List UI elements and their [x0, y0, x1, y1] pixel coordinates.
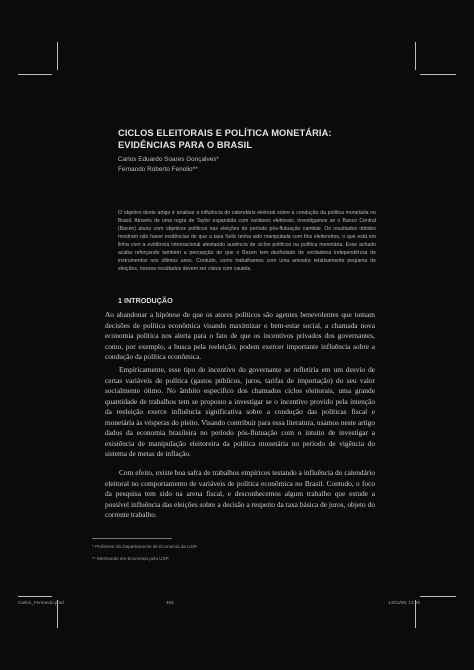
footnote-1: * Professor do Departamento de Economia da USP. [92, 544, 198, 549]
crop-mark-tl-v [57, 42, 58, 70]
paragraph-1: Ao abandonar a hipótese de que os atores políticos são agentes benevolentes que tomam decisões de política econômica visando maximizar o bem-estar social, a chamada nova economia política nos alerta para o fato de que os incentivos privados dos governantes, como, por exemplo, a busca pela reeleição, podem exercer importante influência sobre a condução da política econômica. [105, 310, 375, 362]
crop-mark-tr-h [420, 74, 456, 75]
crop-mark-tr-v [415, 42, 416, 70]
crop-mark-tl-h [18, 74, 52, 75]
article-title: CICLOS ELEITORAIS E POLÍTICA MONETÁRIA: EVIDÊNCIAS PARA O BRASIL [118, 128, 332, 150]
crop-mark-br-h [420, 596, 456, 597]
paragraph-2: Empiricamente, esse tipo de incentivo do governante se refletiria em um desvio de certas variáveis de política (gastos públicos, juros, tarifas de importação) do seu valor socialmente ótimo. No âmbito específico dos chamados ciclos eleitorais, uma grande quantidade de trabalhos tem se proposto a investigar se o incentivo provido pela intenção da reeleição exerce influência significativa sobre a condução das políticas fiscal e monetária às vésperas do pleito. Visando contribuir para essa literatura, usamos neste artigo dados da economia brasileira no período pós-flutuação com o intuito de investigar a existência de manipulação eleitoreira da política monetária no período de vigência do sistema de metas de inflação. [105, 365, 375, 459]
footnote-2: ** Mestrando em Economia pela USP. [92, 556, 170, 561]
author-1: Carlos Eduardo Soares Gonçalves* [118, 156, 219, 163]
footer-filename: Carlos_Fernando.pmd [18, 600, 64, 605]
footer-page: 465 [166, 600, 174, 605]
section-heading: 1 INTRODUÇÃO [118, 296, 173, 305]
author-2: Fernando Roberto Fenolio** [118, 166, 198, 173]
footer-timestamp: 14/01/08, 14:26 [388, 600, 420, 605]
footnote-rule [92, 538, 172, 539]
crop-mark-bl-h [18, 596, 52, 597]
abstract: O objetivo deste artigo é analisar a influência do calendário eleitoral sobre a condução da política monetária no Brasil. Através de uma regra de Taylor expandida com variáveis eleitorais, investigamos se o Banco Central (Bacen) atuou com objetivos políticos nas eleições do período pós-flutuação cambial. Os resultados obtidos mostram não haver evidências de que a taxa Selic tenha sido manipulada com fins eleitoreiros, o que está em linha com a evidência internacional atestando ausência de ciclos políticos na política monetária. Esse achado acaba reforçando também a percepção de que o Bacen tem desfrutado de verdadeira independência de instrumentos nos últimos anos. Contudo, como trabalhamos com uma amostra relativamente pequena de eleições, nossos resultados devem ser vistos com cautela. [118, 210, 376, 273]
paragraph-3: Com efeito, existe boa safra de trabalhos empíricos testando a influência do calendário eleitoral no comportamento de variáveis de política econômica no Brasil. Contudo, o foco da pesquisa tem sido na arena fiscal, e desconhecemos algum trabalho que estude a possível influência das eleições sobre a decisão a respeito da taxa básica de juros, objeto do corrente trabalho. [105, 468, 375, 520]
